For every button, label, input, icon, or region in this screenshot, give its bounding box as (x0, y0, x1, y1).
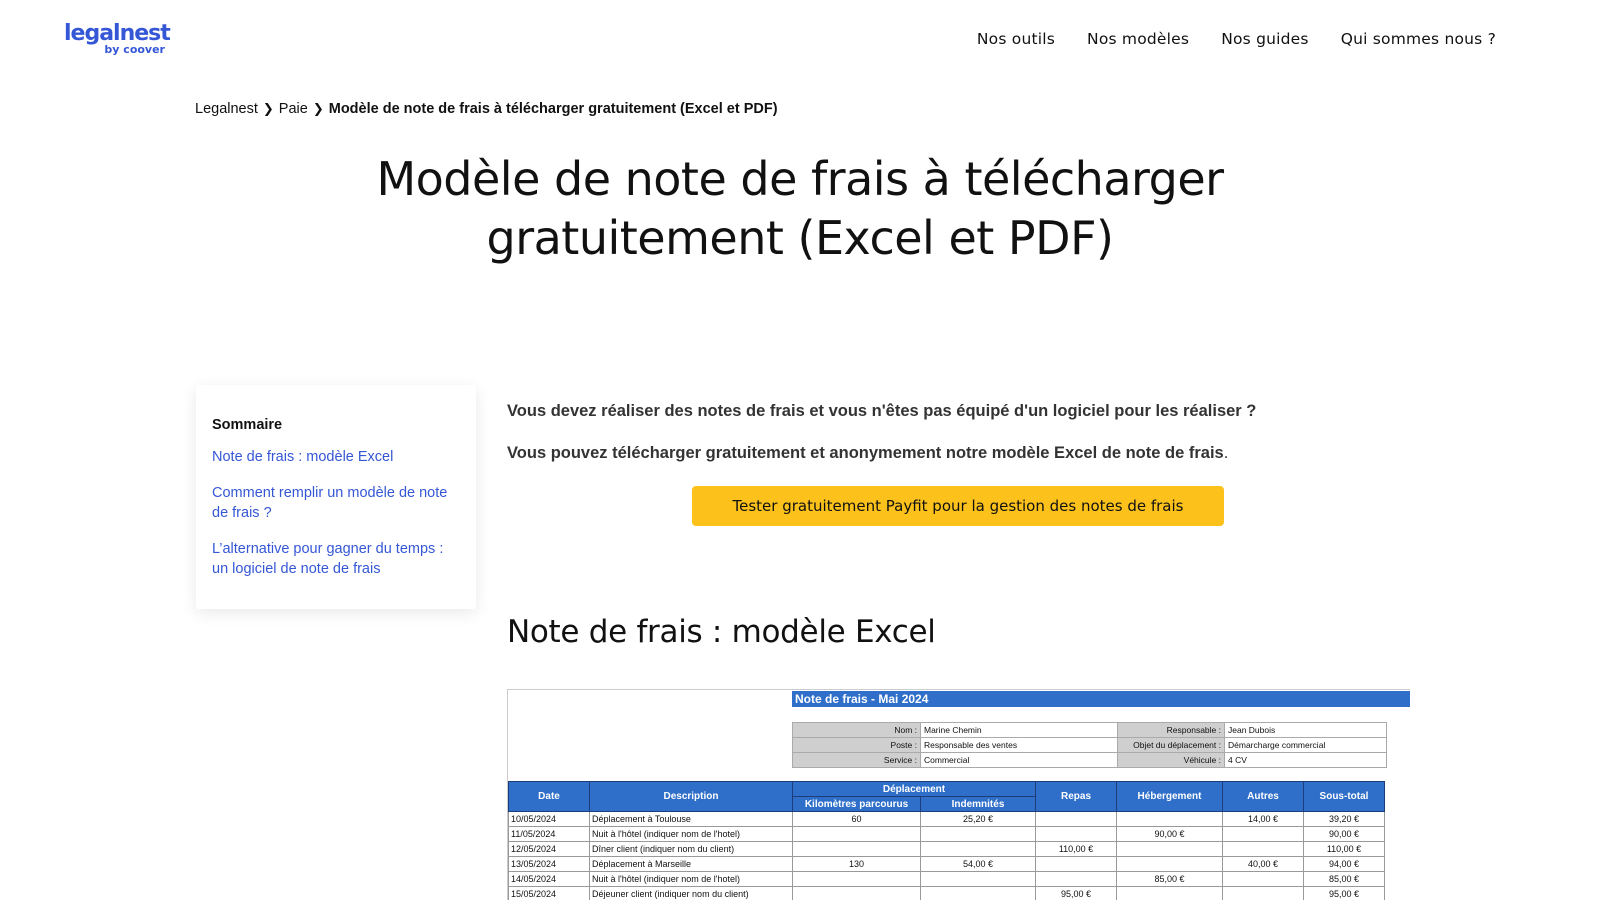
logo-tagline: by coover (104, 43, 165, 56)
info-label: Objet du déplacement : (1118, 738, 1225, 753)
cell-date: 12/05/2024 (509, 842, 590, 857)
breadcrumb-legalnest[interactable]: Legalnest (195, 101, 258, 117)
nav-nos-guides[interactable]: Nos guides (1221, 30, 1309, 48)
toc-title: Sommaire (212, 417, 283, 433)
cell-description: Nuit à l'hôtel (indiquer nom de l'hotel) (590, 827, 793, 842)
cell-description: Nuit à l'hôtel (indiquer nom de l'hotel) (590, 872, 793, 887)
cell-autres (1223, 872, 1304, 887)
cell-hebergement (1117, 887, 1223, 900)
expense-table (508, 781, 1385, 900)
col-deplacement: Déplacement (793, 782, 1036, 797)
cell-sous-total: 110,00 € (1304, 842, 1385, 857)
info-row (793, 723, 1118, 738)
cell-hebergement: 90,00 € (1117, 827, 1223, 842)
cell-sous-total: 94,00 € (1304, 857, 1385, 872)
info-row (793, 753, 1118, 768)
cell-repas (1036, 857, 1117, 872)
info-row (793, 738, 1118, 753)
page-title-line1: Modèle de note de frais à télécharger (376, 152, 1224, 206)
info-label: Poste : (793, 738, 921, 753)
cell-autres (1223, 887, 1304, 900)
intro-paragraph-2-end: . (1223, 444, 1229, 462)
legalnest-logo[interactable] (64, 22, 174, 62)
info-row (1118, 753, 1387, 768)
breadcrumb-separator-icon: ❯ (312, 101, 324, 116)
toc-item-modele-excel[interactable]: Note de frais : modèle Excel (212, 449, 394, 465)
employee-info-table (792, 722, 1118, 768)
cell-hebergement: 85,00 € (1117, 872, 1223, 887)
cell-repas (1036, 812, 1117, 827)
info-value: 4 CV (1225, 753, 1387, 768)
col-km: Kilomètres parcourus (793, 797, 921, 812)
cell-hebergement (1117, 812, 1223, 827)
cell-indemnites (921, 872, 1036, 887)
nav-qui-sommes-nous[interactable]: Qui sommes nous ? (1340, 30, 1496, 48)
cell-indemnites: 54,00 € (921, 857, 1036, 872)
table-row (509, 842, 1385, 857)
cell-date: 11/05/2024 (509, 827, 590, 842)
col-hebergement: Hébergement (1117, 782, 1223, 812)
table-of-contents (196, 385, 476, 609)
info-label: Nom : (793, 723, 921, 738)
cell-repas (1036, 872, 1117, 887)
cell-description: Dîner client (indiquer nom du client) (590, 842, 793, 857)
cell-indemnites (921, 842, 1036, 857)
info-value: Démarcharge commercial (1225, 738, 1387, 753)
info-label: Véhicule : (1118, 753, 1225, 768)
cell-date: 10/05/2024 (509, 812, 590, 827)
cell-sous-total: 85,00 € (1304, 872, 1385, 887)
page-title (300, 150, 1300, 268)
table-row (509, 887, 1385, 900)
trip-info-table (1117, 722, 1387, 768)
intro-text (507, 400, 1307, 484)
cell-date: 15/05/2024 (509, 887, 590, 900)
breadcrumb-separator-icon: ❯ (262, 101, 274, 116)
cell-indemnites (921, 887, 1036, 900)
main-nav (977, 30, 1496, 48)
cell-km: 60 (793, 812, 921, 827)
breadcrumb-paie[interactable]: Paie (278, 101, 308, 117)
page-title-line2: gratuitement (Excel et PDF) (486, 211, 1114, 265)
toc-item-comment-remplir[interactable]: Comment remplir un modèle de note de frais ? (212, 485, 448, 521)
section-title-modele-excel: Note de frais : modèle Excel (507, 614, 936, 650)
expense-report-spreadsheet-image (507, 689, 1410, 900)
intro-paragraph-1: Vous devez réaliser des notes de frais et vous n'êtes pas équipé d'un logiciel pour les réaliser ? (507, 402, 1257, 420)
logo-wordmark: legalnest (64, 21, 170, 46)
table-row (509, 872, 1385, 887)
table-row (509, 857, 1385, 872)
cell-description: Déplacement à Toulouse (590, 812, 793, 827)
cell-km: 130 (793, 857, 921, 872)
cell-km (793, 872, 921, 887)
nav-nos-modeles[interactable]: Nos modèles (1087, 30, 1190, 48)
info-row (1118, 723, 1387, 738)
info-label: Service : (793, 753, 921, 768)
cell-sous-total: 39,20 € (1304, 812, 1385, 827)
sheet-title: Note de frais - Mai 2024 (792, 691, 1410, 707)
toc-item-alternative-logiciel[interactable]: L’alternative pour gagner du temps : un logiciel de note de frais (212, 541, 444, 577)
payfit-trial-button[interactable]: Tester gratuitement Payfit pour la gestion des notes de frais (692, 486, 1224, 526)
info-label: Responsable : (1118, 723, 1225, 738)
cell-autres: 40,00 € (1223, 857, 1304, 872)
info-value: Jean Dubois (1225, 723, 1387, 738)
cell-indemnites (921, 827, 1036, 842)
cell-hebergement (1117, 857, 1223, 872)
cell-sous-total: 95,00 € (1304, 887, 1385, 900)
col-autres: Autres (1223, 782, 1304, 812)
cell-date: 14/05/2024 (509, 872, 590, 887)
cell-description: Déplacement à Marseille (590, 857, 793, 872)
cell-hebergement (1117, 842, 1223, 857)
site-header (0, 0, 1600, 82)
cell-autres (1223, 827, 1304, 842)
table-row (509, 827, 1385, 842)
info-row (1118, 738, 1387, 753)
cell-autres (1223, 842, 1304, 857)
cell-date: 13/05/2024 (509, 857, 590, 872)
cell-km (793, 887, 921, 900)
table-row (509, 812, 1385, 827)
nav-nos-outils[interactable]: Nos outils (976, 30, 1056, 48)
cell-km (793, 842, 921, 857)
cell-description: Déjeuner client (indiquer nom du client) (590, 887, 793, 900)
cell-sous-total: 90,00 € (1304, 827, 1385, 842)
info-value: Responsable des ventes (921, 738, 1118, 753)
cell-indemnites: 25,20 € (921, 812, 1036, 827)
breadcrumb-current: Modèle de note de frais à télécharger gratuitement (Excel et PDF) (328, 101, 778, 117)
info-value: Commercial (921, 753, 1118, 768)
cell-km (793, 827, 921, 842)
intro-paragraph-2 (507, 442, 1307, 464)
intro-paragraph-2-text: Vous pouvez télécharger gratuitement et anonymement notre modèle Excel de note de frais (507, 444, 1224, 462)
cell-autres: 14,00 € (1223, 812, 1304, 827)
info-value: Marine Chemin (921, 723, 1118, 738)
cell-repas: 110,00 € (1036, 842, 1117, 857)
col-repas: Repas (1036, 782, 1117, 812)
cell-repas (1036, 827, 1117, 842)
col-description: Description (590, 782, 793, 812)
cell-repas: 95,00 € (1036, 887, 1117, 900)
col-date: Date (509, 782, 590, 812)
breadcrumb (195, 101, 778, 117)
col-indemnites: Indemnités (921, 797, 1036, 812)
header-row (509, 782, 1385, 797)
col-sous-total: Sous-total (1304, 782, 1385, 812)
